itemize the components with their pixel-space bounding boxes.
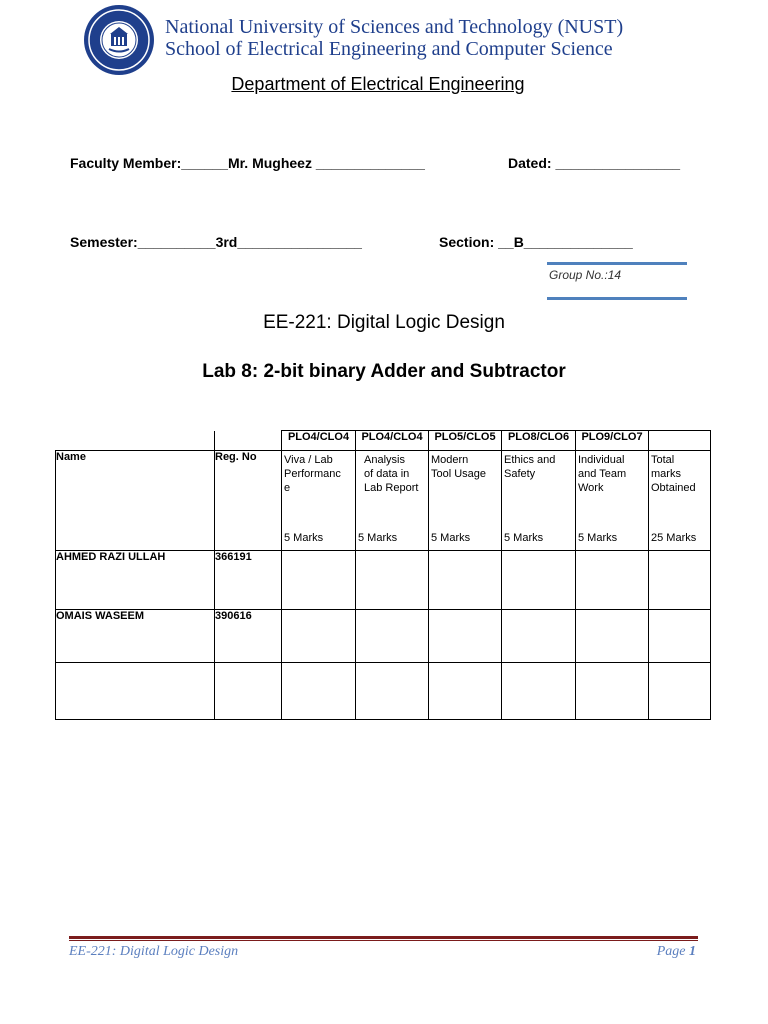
name-header: Name <box>56 451 215 551</box>
criteria-line: Total <box>651 454 675 466</box>
plo-cell: PLO9/CLO7 <box>576 431 649 451</box>
mark-cell[interactable] <box>576 551 649 610</box>
criteria-line: e <box>284 482 291 494</box>
footer-rule <box>69 940 698 941</box>
mark-cell[interactable] <box>649 663 711 720</box>
plo-cell: PLO4/CLO4 <box>282 431 356 451</box>
criteria-marks: 5 Marks <box>578 532 618 544</box>
criteria-cell <box>429 451 502 551</box>
mark-cell[interactable] <box>502 551 576 610</box>
mark-cell[interactable] <box>649 551 711 610</box>
page-number <box>657 944 696 960</box>
criteria-line: Individual <box>578 454 625 466</box>
university-name: National University of Sciences and Technology (NUST) <box>165 16 624 38</box>
criteria-cell <box>282 451 356 551</box>
criteria-cell <box>576 451 649 551</box>
criteria-line: Tool Usage <box>431 468 487 480</box>
criteria-cell <box>649 451 711 551</box>
plo-cell: PLO5/CLO5 <box>429 431 502 451</box>
plo-row <box>56 431 711 451</box>
footer-course: EE-221: Digital Logic Design <box>69 944 239 959</box>
criteria-marks: 5 Marks <box>284 532 324 544</box>
mark-cell[interactable] <box>282 610 356 663</box>
mark-cell[interactable] <box>282 663 356 720</box>
marks-table <box>55 430 711 720</box>
page-label: Page <box>656 944 686 959</box>
course-title: EE-221: Digital Logic Design <box>263 312 505 333</box>
faculty-member-field: Faculty Member:______Mr. Mugheez ______________ <box>70 155 425 171</box>
mark-cell[interactable] <box>282 551 356 610</box>
criteria-marks: 25 Marks <box>651 532 697 544</box>
page-number-value: 1 <box>689 944 696 959</box>
criteria-line: Obtained <box>651 482 696 494</box>
mark-cell[interactable] <box>429 663 502 720</box>
school-name: School of Electrical Engineering and Computer Science <box>165 38 613 60</box>
criteria-line: Ethics and <box>504 454 556 466</box>
mark-cell[interactable] <box>356 610 429 663</box>
table-row <box>56 663 711 720</box>
blank-cell <box>215 431 282 451</box>
criteria-line: marks <box>651 468 681 480</box>
criteria-line: Work <box>578 482 604 494</box>
semester-field: Semester:__________3rd________________ <box>70 234 362 250</box>
footer-rule <box>69 936 698 939</box>
dated-field: Dated: ________________ <box>508 155 681 171</box>
criteria-line: Viva / Lab <box>284 454 333 466</box>
section-field: Section: __B______________ <box>439 234 633 250</box>
mark-cell[interactable] <box>356 663 429 720</box>
department-title: Department of Electrical Engineering <box>231 74 525 94</box>
criteria-line: Lab Report <box>364 482 419 494</box>
group-number: Group No.:14 <box>549 268 622 282</box>
plo-cell: PLO4/CLO4 <box>356 431 429 451</box>
mark-cell[interactable] <box>502 610 576 663</box>
mark-cell[interactable] <box>576 610 649 663</box>
criteria-line: of data in <box>364 468 410 480</box>
mark-cell[interactable] <box>649 610 711 663</box>
lab-title: Lab 8: 2-bit binary Adder and Subtractor <box>202 361 566 382</box>
criteria-line: and Team <box>578 468 627 480</box>
criteria-marks: 5 Marks <box>358 532 398 544</box>
student-name: AHMED RAZI ULLAH <box>56 551 215 610</box>
plo-cell: PLO8/CLO6 <box>502 431 576 451</box>
criteria-line: Analysis <box>364 454 405 466</box>
criteria-row <box>56 451 711 551</box>
criteria-line: Performanc <box>284 468 341 480</box>
criteria-line: Modern <box>431 454 469 466</box>
criteria-cell <box>502 451 576 551</box>
mark-cell[interactable] <box>429 551 502 610</box>
student-reg: 390616 <box>215 610 282 663</box>
mark-cell[interactable] <box>576 663 649 720</box>
plo-cell <box>649 431 711 451</box>
table-row <box>56 610 711 663</box>
student-name <box>56 663 215 720</box>
criteria-cell <box>356 451 429 551</box>
student-reg: 366191 <box>215 551 282 610</box>
nust-seal-icon <box>83 4 155 76</box>
mark-cell[interactable] <box>502 663 576 720</box>
mark-cell[interactable] <box>356 551 429 610</box>
mark-cell[interactable] <box>429 610 502 663</box>
blank-cell <box>56 431 215 451</box>
reg-header: Reg. No <box>215 451 282 551</box>
criteria-marks: 5 Marks <box>431 532 471 544</box>
criteria-marks: 5 Marks <box>504 532 544 544</box>
table-row <box>56 551 711 610</box>
student-reg <box>215 663 282 720</box>
student-name: OMAIS WASEEM <box>56 610 215 663</box>
criteria-line: Safety <box>504 468 536 480</box>
